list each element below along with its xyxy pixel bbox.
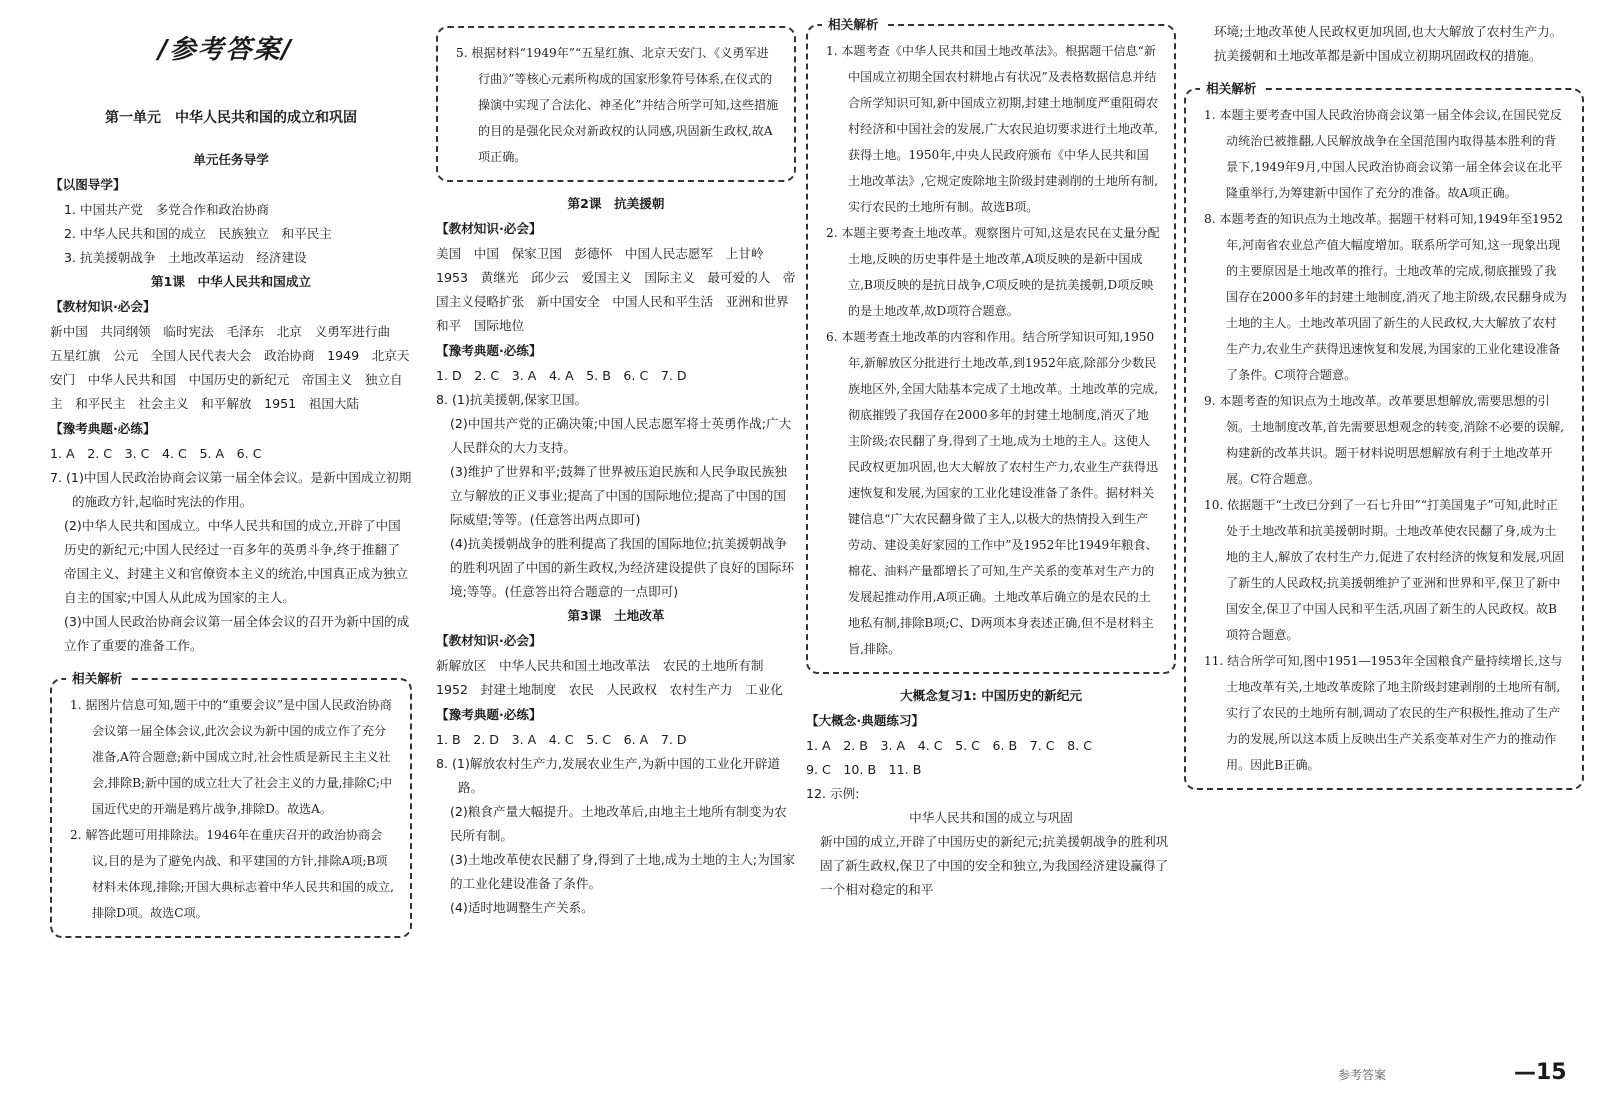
q8-1: 8. (1)抗美援朝,保家卫国。 <box>436 392 588 407</box>
brand-title: /参考答案/ <box>158 35 293 65</box>
q8b-3: (3)土地改革使农民翻了身,得到了土地,成为土地的主人;为国家的工业化建设准备了条件。 <box>450 852 795 891</box>
column-3 <box>806 0 1176 1096</box>
analysis-title: 相关解析 <box>1200 78 1262 100</box>
tag-ykt: 【豫考典题·必练】 <box>436 707 542 722</box>
answers-3: 1. B 2. D 3. A 4. C 5. C 6. A 7. D <box>436 732 687 747</box>
q7-2: (2)中华人民共和国成立。中华人民共和国的成立,开辟了中国历史的新纪元;中国人民经过一百多年的英勇斗争,终于推翻了帝国主义、封建主义和官僚资本主义的统治,中国真正成为独立自主的国家;中国人从此成为国家的主人。 <box>64 518 409 605</box>
analysis-item: 2. 本题主要考查土地改革。观察图片可知,这是农民在丈量分配土地,反映的历史事件是土地改革,A项反映的是新中国成立,B项反映的是抗日战争,C项反映的是抗美援朝,D项反映的是土地改革,故D项符合题意。 <box>826 226 1160 318</box>
q8b-4: (4)适时地调整生产关系。 <box>450 900 594 915</box>
tu-item: 3. 抗美援朝战争 土地改革运动 经济建设 <box>64 250 307 265</box>
analysis-item: 1. 本题主要考查中国人民政治协商会议第一届全体会议,在国民党反动统治已被推翻,人民解放战争在全国范围内取得基本胜利的背景下,1949年9月,中国人民政治协商会议第一届全体会议在北平隆重举行,为筹建新中国作了充分的准备。故A项正确。 <box>1204 108 1563 200</box>
q12: 12. 示例: <box>806 786 860 801</box>
tu-item: 2. 中华人民共和国的成立 民族独立 和平民主 <box>64 226 332 241</box>
analysis-box <box>50 671 412 938</box>
q7-1: 7. (1)中国人民政治协商会议第一届全体会议。是新中国成立初期的施政方针,起临时宪法的作用。 <box>50 470 412 509</box>
jc-text: 美国 中国 保家卫国 彭德怀 中国人民志愿军 上甘岭 1953 黄继光 邱少云 爱国主义 国际主义 最可爱的人 帝国主义侵略扩张 新中国安全 中国人民和平生活 亚洲和世界和平 国际地位 <box>436 246 796 333</box>
analysis-item: 8. 本题考查的知识点为土地改革。据题干材料可知,1949年至1952年,河南省农业总产值大幅度增加。联系所学可知,这一现象出现的主要原因是土地改革的推行。土地改革的完成,彻底摧毁了我国存在2000多年的封建土地制度,消灭了地主阶级,农民翻身成为土地的主人。土地改革巩固了新生的人民政权,大大解放了农村生产力,农业生产获得迅速恢复和发展,为国家的工业化建设准备了条件。C项符合题意。 <box>1204 212 1567 382</box>
guide-title: 单元任务导学 <box>193 152 269 167</box>
tag-tu: 【以图导学】 <box>50 177 126 192</box>
tag-jc: 【教材知识·必会】 <box>50 299 156 314</box>
essay-cont: 环境;土地改革使人民政权更加巩固,也大大解放了农村生产力。 <box>1214 24 1563 39</box>
answers-review-2: 9. C 10. B 11. B <box>806 762 922 777</box>
analysis-item: 5. 根据材料“1949年”“五星红旗、北京天安门、《义勇军进行曲》”等核心元素所构成的国家形象符号体系,在仪式的操演中实现了合法化、神圣化”并结合所学可知,这些措施的目的是强化民众对新政权的认同感,巩固新生政权,故A项正确。 <box>456 46 779 164</box>
q7-3: (3)中国人民政治协商会议第一届全体会议的召开为新中国的成立作了重要的准备工作。 <box>64 614 410 653</box>
essay-cont-2: 抗美援朝和土地改革都是新中国成立初期巩固政权的措施。 <box>1214 48 1542 63</box>
tag-jc: 【教材知识·必会】 <box>436 221 542 236</box>
lesson1-title: 第1课 中华人民共和国成立 <box>151 274 311 289</box>
q8-3: (3)维护了世界和平;鼓舞了世界被压迫民族和人民争取民族独立与解放的正义事业;提高了中国的国际地位;提高了中国的国际威望;等等。(任意答出两点即可) <box>450 464 787 527</box>
analysis-item: 9. 本题考查的知识点为土地改革。改革要思想解放,需要思想的引领。土地制度改革,首先需要思想观念的转变,消除不必要的误解,构建新的改革共识。题干材料说明思想解放有利于土地改革开展。C符合题意。 <box>1204 394 1565 486</box>
analysis-item: 10. 依据题干“土改已分到了一石七升田”“打美国鬼子”可知,此时正处于土地改革和抗美援朝时期。土地改革使农民翻了身,成为土地的主人,解放了农村生产力,促进了农村经济的恢复和发展,巩固了新生的人民政权;抗美援朝维护了亚洲和世界和平,保卫了新中国安全,保卫了中国人民和平生活,巩固了新生的人民政权。故B项符合题意。 <box>1204 498 1565 642</box>
q8b-1: 8. (1)解放农村生产力,发展农业生产,为新中国的工业化开辟道路。 <box>436 756 781 795</box>
q8b-2: (2)粮食产量大幅提升。土地改革后,由地主土地所有制变为农民所有制。 <box>450 804 787 843</box>
lesson2-title: 第2课 抗美援朝 <box>567 196 665 211</box>
tag-ykt: 【豫考典题·必练】 <box>50 421 156 436</box>
tag-ykt: 【豫考典题·必练】 <box>436 343 542 358</box>
q8-4: (4)抗美援朝战争的胜利提高了我国的国际地位;抗美援朝战争的胜利巩固了中国的新生政权,为经济建设提供了良好的国际环境;等等。(任意答出符合题意的一点即可) <box>450 536 795 599</box>
jc-text: 新解放区 中华人民共和国土地改革法 农民的土地所有制 1952 封建土地制度 农民 人民政权 农村生产力 工业化 <box>436 658 783 697</box>
essay-title: 中华人民共和国的成立与巩固 <box>909 810 1073 825</box>
q8-2: (2)中国共产党的正确决策;中国人民志愿军将士英勇作战;广大人民群众的大力支持。 <box>450 416 792 455</box>
answers-review: 1. A 2. B 3. A 4. C 5. C 6. B 7. C 8. C <box>806 738 1092 753</box>
unit-title: 第一单元 中华人民共和国的成立和巩固 <box>105 110 357 126</box>
analysis-title: 相关解析 <box>822 14 884 36</box>
analysis-item: 1. 本题考查《中华人民共和国土地改革法》。根据题干信息“新中国成立初期全国农村耕地占有状况”及表格数据信息并结合所学知识可知,新中国成立初期,封建土地制度严重阻碍农村经济和中国社会的发展,广大农民迫切要求进行土地改革,获得土地。1950年,中央人民政府颁布《中华人民共和国土地改革法》,它规定废除地主阶级封建剥削的土地所有制,实行农民的土地所有制。故选B项。 <box>826 44 1159 214</box>
footer-label: 参考答案 <box>1338 1068 1387 1082</box>
column-4 <box>1184 0 1584 1096</box>
column-2 <box>436 0 796 1096</box>
lesson3-title: 第3课 土地改革 <box>567 608 665 623</box>
tu-item: 1. 中国共产党 多党合作和政治协商 <box>64 202 269 217</box>
page-number: —15 <box>1514 1060 1567 1085</box>
tag-dgn: 【大概念·典题练习】 <box>806 713 925 728</box>
jc-text: 新中国 共同纲领 临时宪法 毛泽东 北京 义勇军进行曲 五星红旗 公元 全国人民代表大会 政治协商 1949 北京天安门 中华人民共和国 中国历史的新纪元 帝国主义 独立自主 和平民主 社会主义 和平解放 1951 祖国大陆 <box>50 324 410 411</box>
analysis-item: 1. 据图片信息可知,题干中的“重要会议”是中国人民政治协商会议第一届全体会议,此次会议为新中国的成立作了充分准备,A符合题意;新中国成立时,社会性质是新民主主义社会,排除B;新中国的成立壮大了社会主义的力量,排除C;中国近代史的开端是鸦片战争,排除D。故选A。 <box>70 698 393 816</box>
answers-2: 1. D 2. C 3. A 4. A 5. B 6. C 7. D <box>436 368 687 383</box>
analysis-box-cont <box>436 26 796 182</box>
answers-1: 1. A 2. C 3. C 4. C 5. A 6. C <box>50 446 262 461</box>
review-title: 大概念复习1: 中国历史的新纪元 <box>900 688 1082 703</box>
analysis-item: 2. 解答此题可用排除法。1946年在重庆召开的政治协商会议,目的是为了避免内战、和平建国的方针,排除A项;B项材料未体现,排除;开国大典标志着中华人民共和国的成立,排除D项。故选C项。 <box>70 828 395 920</box>
analysis-box <box>1184 81 1584 790</box>
analysis-box <box>806 17 1176 674</box>
analysis-item: 6. 本题考查土地改革的内容和作用。结合所学知识可知,1950年,新解放区分批进行土地改革,到1952年底,除部分少数民族地区外,全国大陆基本完成了土地改革。土地改革的完成,彻底摧毁了我国存在2000多年的封建土地制度,消灭了地主阶级;农民翻了身,得到了土地,成为土地的主人。这使人民政权更加巩固,也大大解放了农村生产力,农业生产获得迅速恢复和发展,为国家的工业化建设准备了条件。据材料关键信息“广大农民翻身做了主人,以极大的热情投入到生产劳动、建设美好家园的工作中”及1952年比1949年粮食、棉花、油料产量都增长了可知,生产关系的变革对生产力的发展起推动作用,A项正确。土地改革后确立的是农民的土地私有制,排除B项;C、D两项本身表述正确,但不是材料主旨,排除。 <box>826 330 1159 656</box>
analysis-item: 11. 结合所学可知,图中1951—1953年全国粮食产量持续增长,这与土地改革有关,土地改革废除了地主阶级封建剥削的土地所有制,实行了农民的土地所有制,调动了农民的生产积极性,推动了生产力的发展,所以这本质上反映出生产关系变革对生产力的推动作用。因此B正确。 <box>1204 654 1563 772</box>
column-1 <box>50 0 412 1096</box>
analysis-title: 相关解析 <box>66 668 128 690</box>
essay-text: 新中国的成立,开辟了中国历史的新纪元;抗美援朝战争的胜利巩固了新生政权,保卫了中国的安全和独立,为我国经济建设赢得了一个相对稳定的和平 <box>820 834 1169 897</box>
tag-jc: 【教材知识·必会】 <box>436 633 542 648</box>
